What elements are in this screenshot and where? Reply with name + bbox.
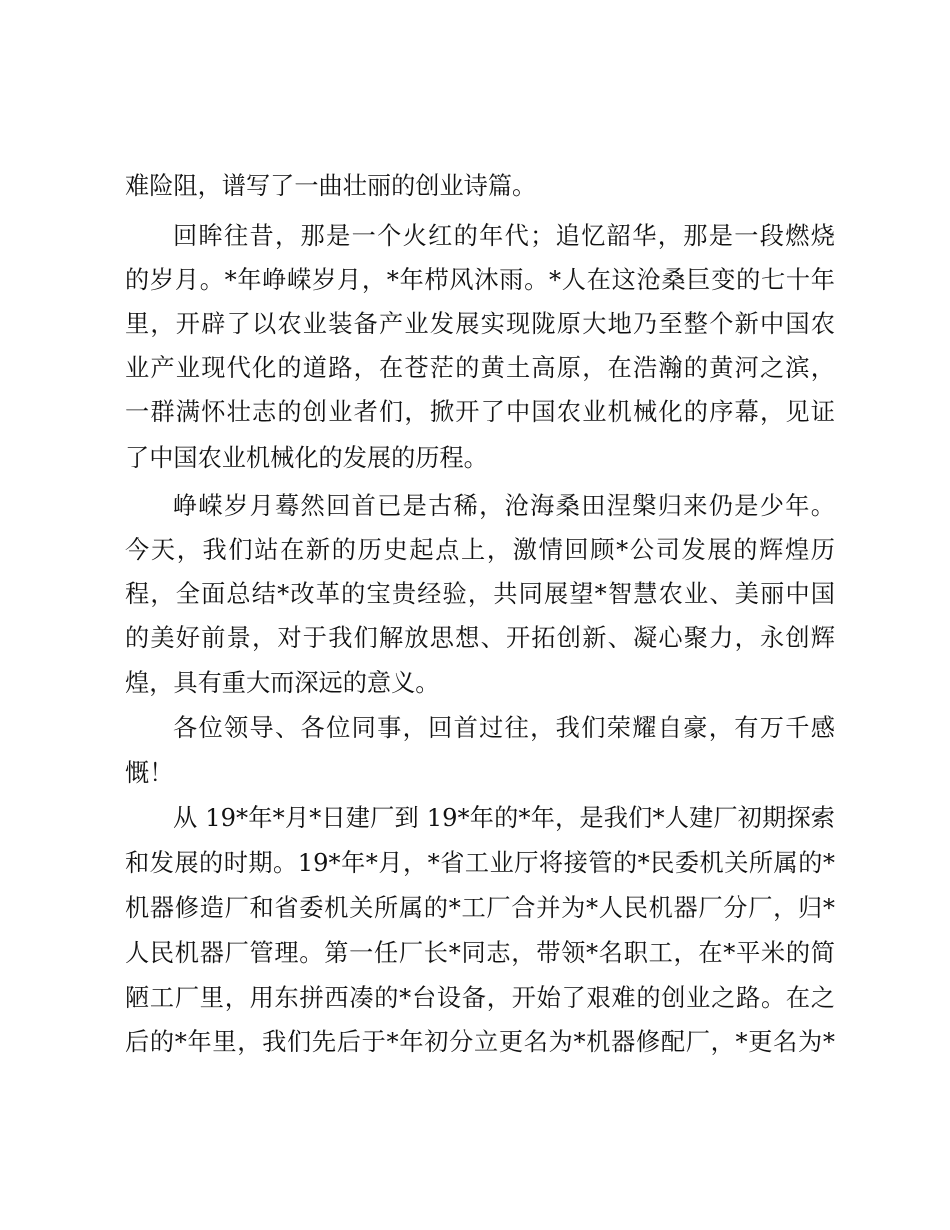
paragraph-line: 陋工厂里，用东拼西凑的*台设备，开始了艰难的创业之路。在之 <box>125 984 835 1012</box>
paragraph-line: 从 19*年*月*日建厂到 19*年的*年，是我们*人建厂初期探索 <box>173 804 835 832</box>
paragraph-line: 和发展的时期。19*年*月，*省工业厅将接管的*民委机关所属的* <box>125 849 835 877</box>
paragraph-line: 的美好前景，对于我们解放思想、开拓创新、凝心聚力，永创辉 <box>125 624 835 652</box>
paragraph-line: 回眸往昔，那是一个火红的年代；追忆韶华，那是一段燃烧 <box>173 222 835 250</box>
paragraph-line: 程，全面总结*改革的宝贵经验，共同展望*智慧农业、美丽中国 <box>125 580 835 608</box>
paragraph-line: 峥嵘岁月蓦然回首已是古稀，沧海桑田涅槃归来仍是少年。 <box>173 492 835 520</box>
paragraph-line: 难险阻，谱写了一曲壮丽的创业诗篇。 <box>125 172 537 200</box>
paragraph-line: 了中国农业机械化的发展的历程。 <box>125 444 488 472</box>
paragraph-line: 里，开辟了以农业装备产业发展实现陇原大地乃至整个新中国农 <box>125 310 835 338</box>
paragraph-line: 今天，我们站在新的历史起点上，激情回顾*公司发展的辉煌历 <box>125 536 835 564</box>
paragraph-line: 的岁月。*年峥嵘岁月，*年栉风沐雨。*人在这沧桑巨变的七十年 <box>125 266 835 294</box>
paragraph-line: 各位领导、各位同事，回首过往，我们荣耀自豪，有万千感 <box>173 714 835 742</box>
paragraph-line: 煌，具有重大而深远的意义。 <box>125 669 440 697</box>
paragraph-line: 人民机器厂管理。第一任厂长*同志，带领*名职工，在*平米的简 <box>125 939 835 967</box>
paragraph-line: 慨！ <box>125 759 174 787</box>
paragraph-line: 后的*年里，我们先后于*年初分立更名为*机器修配厂，*更名为* <box>125 1028 835 1056</box>
paragraph-line: 机器修造厂和省委机关所属的*工厂合并为*人民机器厂分厂，归* <box>125 894 835 922</box>
paragraph-line: 一群满怀壮志的创业者们，掀开了中国农业机械化的序幕，见证 <box>125 398 835 426</box>
paragraph-line: 业产业现代化的道路，在苍茫的黄土高原，在浩瀚的黄河之滨， <box>125 354 835 382</box>
